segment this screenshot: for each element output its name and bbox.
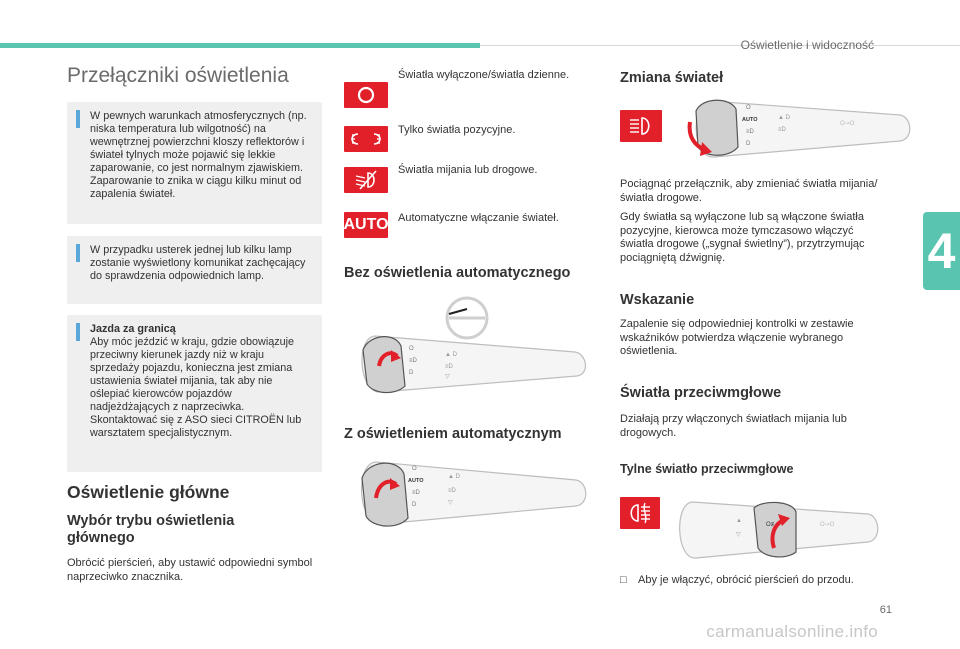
svg-text:O⊸O: O⊸O [820, 522, 835, 528]
section-title-main-lighting: Oświetlenie główne [67, 482, 230, 502]
subsection-title-line2: głównego [67, 530, 135, 546]
svg-text:≡D: ≡D [448, 488, 456, 494]
header-divider [480, 45, 960, 46]
svg-text:≡D: ≡D [409, 358, 417, 364]
note-condensation [67, 102, 322, 224]
svg-text:▽: ▽ [445, 374, 450, 380]
icon-text-lights-off: Światła wyłączone/światła dzienne. [398, 69, 570, 81]
stalk-auto-label: AUTO [408, 478, 424, 484]
icon-text-dipped-beam: Światła mijania lub drogowe. [398, 164, 538, 176]
info-bar-icon [76, 323, 80, 341]
auto-lights-icon [344, 212, 388, 238]
info-bar-icon [76, 110, 80, 128]
stalk-illustration-auto [350, 448, 600, 548]
section-title-switch: Zmiana świateł [620, 70, 724, 86]
indicator-text: Zapalenie się odpowiedniej kontrolki w zestawie wskaźników potwierdza włączenie wybranego oświetlenia. [620, 318, 854, 357]
svg-text:≡D: ≡D [746, 129, 754, 135]
svg-text:O: O [412, 466, 417, 472]
svg-text:▽: ▽ [448, 500, 453, 506]
rear-fog-text: Aby je włączyć, obrócić pierścień do przodu. [638, 574, 854, 586]
svg-text:D: D [409, 370, 414, 376]
svg-text:≡D: ≡D [778, 127, 786, 133]
stalk-illustration-rear-fog [672, 496, 882, 566]
subsection-title-line1: Wybór trybu oświetlenia [67, 513, 235, 529]
svg-text:≡D: ≡D [412, 490, 420, 496]
svg-text:▲ D: ▲ D [778, 115, 790, 121]
main-beam-icon [620, 110, 662, 142]
icon-text-auto: Automatyczne włączanie świateł. [398, 212, 559, 224]
note-driving-abroad [67, 315, 322, 472]
pull-arrow-icon [684, 118, 728, 162]
rear-fog-icon [620, 497, 660, 529]
svg-text:D: D [412, 502, 417, 508]
watermark: carmanualsonline.info [706, 622, 878, 641]
svg-text:▲ D: ▲ D [448, 474, 460, 480]
section-title-rear-fog: Tylne światło przeciwmgłowe [620, 462, 794, 476]
lights-off-icon [344, 82, 388, 108]
stalk-illustration-manual [345, 288, 595, 410]
bullet-icon: □ [620, 574, 627, 586]
page-title: Przełączniki oświetlenia [67, 64, 289, 87]
svg-text:O: O [409, 346, 414, 352]
svg-text:▽: ▽ [736, 532, 741, 538]
svg-text:O≢: O≢ [766, 522, 777, 528]
header-accent-bar [0, 43, 480, 48]
chapter-tab: 4 [923, 212, 960, 290]
switch-text-2: Gdy światła są wyłączone lub są włączone światła pozycyjne, kierowca może tymczasowo włączyć światła drogowe („sygnał świetlny”), przytrzymując pociągniętą dźwignię. [620, 211, 865, 264]
section-title-auto: Z oświetleniem automatycznym [344, 426, 562, 442]
note-text: W przypadku usterek jednej lub kilku lamp zostanie wyświetlony komunikat zachęcający do sprawdzenia odpowiednich lamp. [90, 244, 306, 282]
svg-text:O: O [746, 105, 751, 111]
section-title-manual: Bez oświetlenia automatycznego [344, 265, 571, 281]
note-lamp-fault [67, 236, 322, 304]
section-title-indicator: Wskazanie [620, 292, 695, 308]
icon-text-sidelights: Tylko światła pozycyjne. [398, 124, 516, 136]
note-text: W pewnych warunkach atmosferycznych (np. niska temperatura lub wilgotność) na wewnętrznej powierzchni kloszy reflektorów i świateł tylnych może pojawić się lekkie zaparowanie, co jest normalnym zjawiskiem. Zaparowanie to znika w ciągu kilku minut od zapalenia świateł. [90, 110, 307, 200]
note-text: Aby móc jeździć w kraju, gdzie obowiązuje przeciwny kierunek jazdy niż w kraju sprzedaży pojazdu, konieczna jest zmiana ustawienia świateł mijania, tak aby nie oślepiać kierowców pojazdów nadjeżdżających z naprzeciwka. Skontaktować się z ASO sieci CITROËN lub warsztatem specjalistycznym. [90, 336, 302, 439]
header-title: Oświetlenie i widoczność [740, 38, 874, 52]
info-bar-icon [76, 244, 80, 262]
svg-text:D: D [746, 141, 751, 147]
svg-text:▲: ▲ [736, 518, 742, 524]
svg-text:▲ D: ▲ D [445, 352, 457, 358]
dipped-beam-icon [344, 167, 388, 193]
switch-text-1: Pociągnąć przełącznik, aby zmieniać światła mijania/światła drogowe. [620, 178, 878, 204]
svg-text:AUTO: AUTO [742, 117, 758, 123]
svg-text:O⊸O: O⊸O [840, 121, 855, 127]
fog-text: Działają przy włączonych światłach mijania lub drogowych. [620, 413, 847, 439]
page-number: 61 [879, 604, 892, 616]
auto-label: AUTO [343, 216, 389, 233]
note-heading: Jazda za granicą [90, 323, 176, 335]
subsection-text: Obrócić pierścień, aby ustawić odpowiedni symbol naprzeciwko znacznika. [67, 557, 313, 583]
section-title-fog: Światła przeciwmgłowe [620, 385, 782, 401]
svg-text:≡D: ≡D [445, 364, 453, 370]
sidelights-icon [344, 126, 388, 152]
